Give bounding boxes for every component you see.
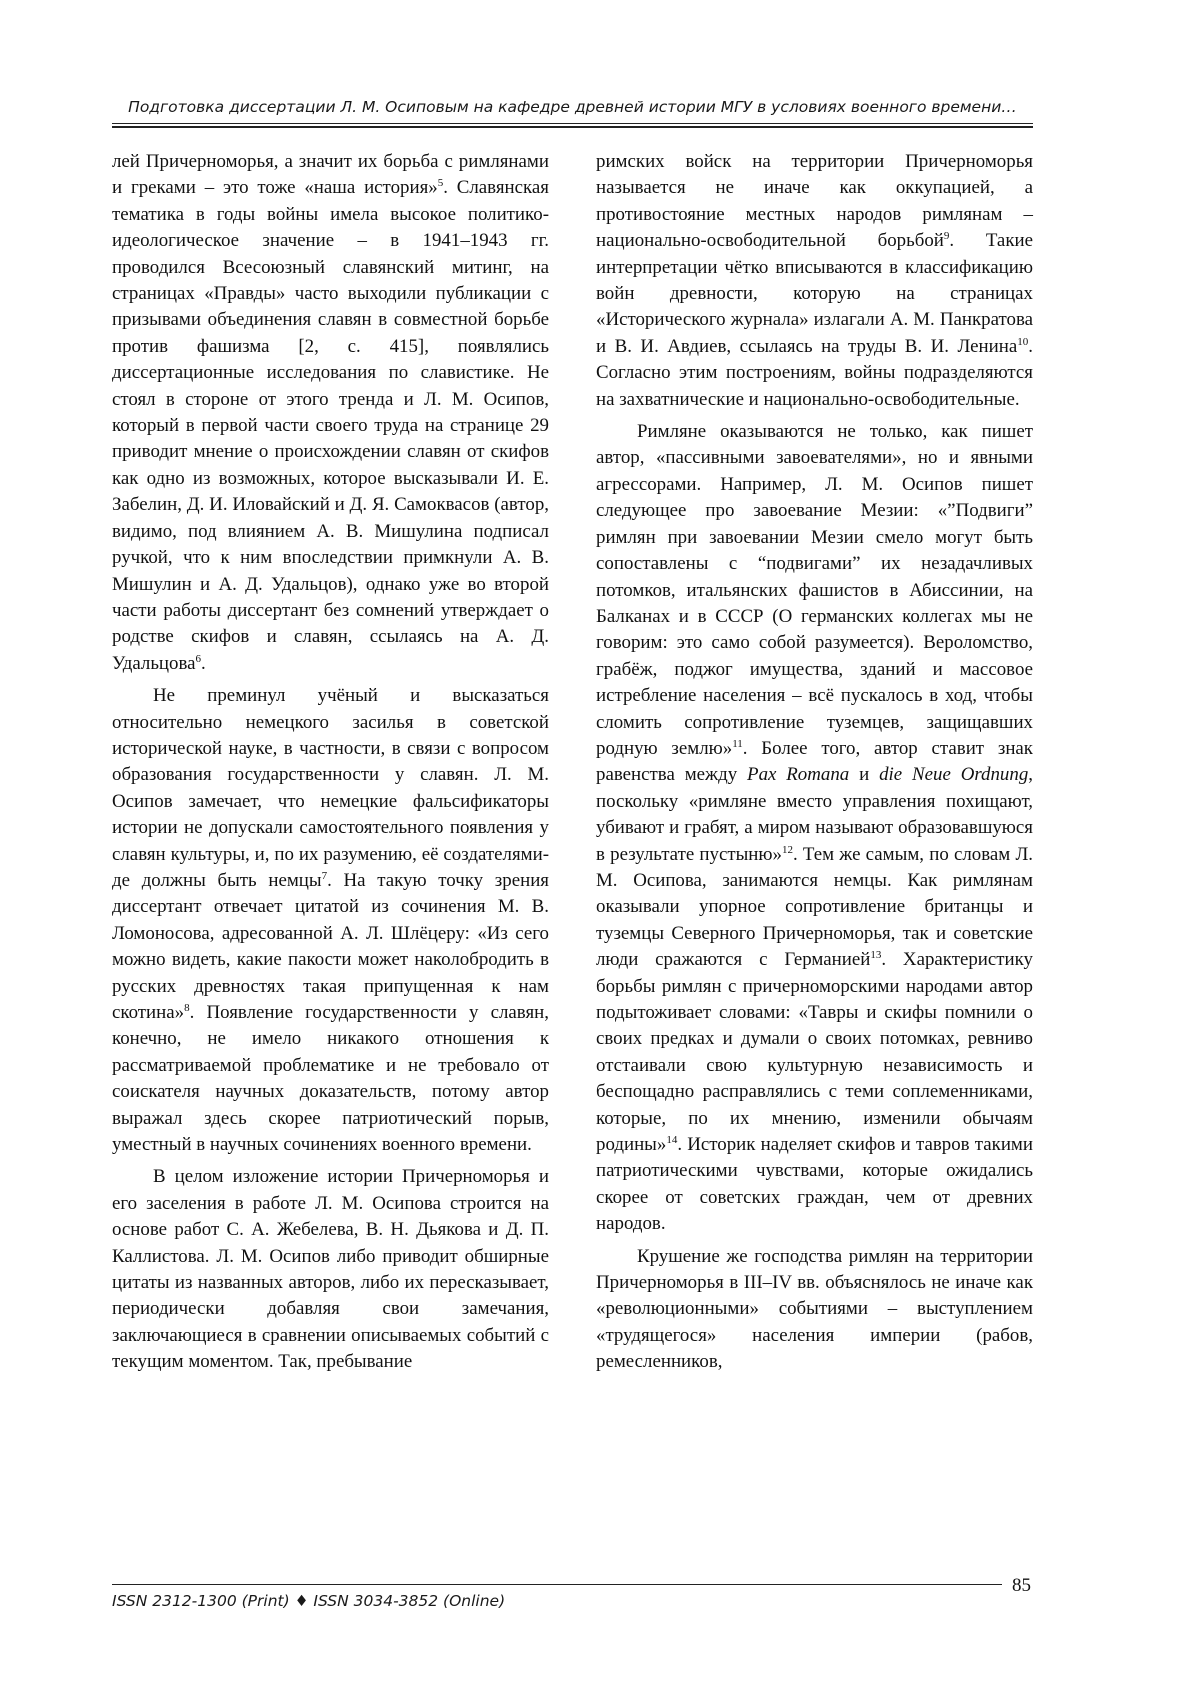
text-run: . Славянская тематика в годы войны имела высокое политико-идеологическое значение – в 1941–1943 гг. проводился Всесоюзный славянский митинг, на страницах «Правды» часто выходили публикации с призывами объединения славян в совместной борьбе против фашизма [2, с. 415], появлялись диссертационные исследования по славистике. Не стоял в стороне от этого тренда и Л. М. Осипов, который в первой части своего труда на странице 29 приводит мнение о происхождении славян от скифов как одно из возможных, которое высказывали И. Е. Забелин, Д. И. Иловайский и Д. Я. Самоквасов (автор, видимо, под влиянием А. В. Мишулина подписал ручкой, что к ним впоследствии примкнули А. В. Мишулин и А. Д. Удальцов), однако уже во второй части работы диссертант без сомнений утверждает о родстве скифов и славян, ссылаясь на А. Д. Удальцова — [112, 177, 549, 674]
text-run: Римляне оказываются не только, как пишет автор, «пассивными завоевателями», но и явными агрессорами. Например, Л. М. Осипов пишет следующее про завоевание Мезии: «”Подвиги” римлян при завоевании Мезии смело могут быть сопоставлены с “подвигами” их незадачливых потомков, итальянских фашистов в Абиссинии, на Балканах и в СССР (О германских коллегах мы не говорим: это само собой разумеется). Вероломство, грабёж, поджог имущества, зданий и массовое истребление населения – всё пускалось в ход, чтобы сломить сопротивление туземцев, защищавших родную землю» — [596, 421, 1033, 759]
right-column — [596, 149, 1033, 1382]
page-number: 85 — [1012, 1575, 1031, 1596]
paragraph — [596, 419, 1033, 1238]
text-run: римских войск на территории Причерноморья называется не иначе как оккупацией, а противостояние местных народов римлянам – национально-освободительной борьбой — [596, 151, 1033, 252]
text-run: . Тем же самым, по словам Л. М. Осипова, занимаются немцы. Как римлянам оказывали упорное сопротивление британцы и туземцы Северного Причерноморья, так и советские люди сражаются с Германией — [596, 843, 1033, 971]
text-run: . — [201, 652, 206, 674]
footnote-ref: 7 — [321, 869, 328, 882]
footnote-ref: 9 — [943, 230, 950, 243]
text-run: . Историк наделяет скифов и тавров такими патриотическими чувствами, которые ожидались скорее от советских граждан, чем от древних народов. — [596, 1134, 1033, 1235]
text-run: . Более того, автор ставит знак равенства между — [596, 737, 1033, 786]
running-title: Подготовка диссертации Л. М. Осиповым на кафедре древней истории МГУ в условиях военного времени… — [128, 98, 1017, 116]
footnote-ref: 5 — [437, 177, 444, 190]
footer-rule — [112, 1584, 1002, 1585]
footnote-ref: 10 — [1017, 335, 1029, 348]
footnote-ref: 14 — [666, 1134, 678, 1147]
text-run: и — [849, 764, 880, 786]
paragraph — [596, 149, 1033, 413]
paragraph — [112, 149, 549, 677]
text-run: . Характеристику борьбы римлян с причерноморскими народами автор подытоживает словами: «Тавры и скифы помнили о своих предках и думали о своих потомках, ревниво отстаивали свою культурную независимость и беспощадно расправлялись с теми соплеменниками, которые, по их мнению, изменили обычаям родины» — [596, 949, 1034, 1156]
text-run: , поскольку «римляне вместо управления похищают, убивают и грабят, а миром называют образовавшуюся в результате пустыню» — [596, 764, 1033, 865]
paragraph — [596, 1244, 1033, 1376]
footnote-ref: 13 — [870, 949, 882, 962]
text-run: В целом изложение истории Причерноморья и его заселения в работе Л. М. Осипова строится на основе работ С. А. Жебелева, В. Н. Дьякова и Д. П. Каллистова. Л. М. Осипов либо приводит обширные цитаты из названных авторов, либо их пересказывает, периодически добавляя свои замечания, заключающиеся в сравнении описываемых событий с текущим моментом. Так, пребывание — [112, 1166, 549, 1373]
paragraph — [112, 683, 549, 1158]
issn-line: ISSN 2312-1300 (Print) ♦ ISSN 3034-3852 (Online) — [112, 1592, 506, 1610]
footnote-ref: 6 — [195, 652, 202, 665]
footnote-ref: 11 — [732, 737, 743, 750]
text-run: . Согласно этим построениям, войны подразделяются на захватнические и национально-освободительные. — [596, 335, 1033, 410]
footnote-ref: 12 — [781, 843, 793, 856]
text-run: . Такие интерпретации чётко вписываются в классификацию войн древности, которую на страницах «Исторического журнала» излагали А. М. Панкратова и В. И. Авдиев, ссылаясь на труды В. И. Ленина — [596, 230, 1033, 357]
paragraph — [112, 1164, 549, 1375]
text-run: . Появление государственности у славян, конечно, не имело никакого отношения к рассматриваемой проблематике и не требовало от соискателя научных доказательств, потому автор выражал здесь скорее патриотический порыв, уместный в научных сочинениях военного времени. — [112, 1002, 549, 1156]
text-run: лей Причерноморья, а значит их борьба с римлянами и греками – это тоже «наша история» — [112, 151, 549, 199]
text-run: Крушение же господства римлян на территории Причерноморья в III–IV вв. объяснялось не иначе как «революционными» событиями – выступлением «трудящегося» населения империи (рабов, ремесленников, — [596, 1245, 1033, 1373]
left-column — [112, 149, 549, 1382]
text-run: . На такую точку зрения диссертант отвечает цитатой из сочинения М. В. Ломоносова, адресованной А. Л. Шлёцеру: «Из сего можно видеть, какие пакости может наколобродить в русских древностях такая припущенная к нам скотина» — [112, 869, 549, 1023]
italic-term: die Neue Ordnung — [879, 764, 1029, 786]
header-rule — [112, 123, 1033, 128]
italic-term: Pax Romana — [747, 764, 850, 786]
text-run: Не преминул учёный и высказаться относительно немецкого засилья в советской исторической науке, в частности, в связи с вопросом образования государственности у славян. Л. М. Осипов замечает, что немецкие фальсификаторы истории не допускали самостоятельного появления у славян культуры, и, по их разумению, её создателями-де должны быть немцы — [112, 685, 549, 891]
footnote-ref: 8 — [184, 1002, 190, 1014]
